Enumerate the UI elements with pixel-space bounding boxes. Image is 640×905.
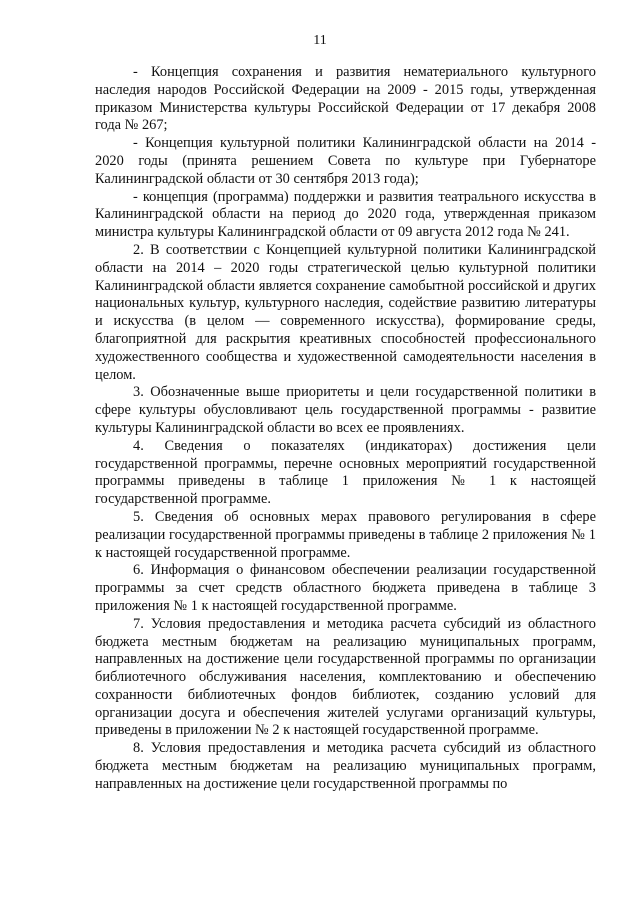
paragraph-concept-theatre: - концепция (программа) поддержки и развития театрального искусства в Калининградской области на период до 2020 года, утвержденная приказом министра культуры Калининградской области от 09 августа 2012 года № 241.: [95, 188, 596, 241]
paragraph-item-4: 4. Сведения о показателях (индикаторах) достижения цели государственной программы, перечне основных мероприятий государственной программы приведены в таблице 1 приложения № 1 к настоящей государственной программе.: [95, 437, 596, 508]
paragraph-item-3: 3. Обозначенные выше приоритеты и цели государственной политики в сфере культуры обусловливают цель государственной программы - развитие культуры Калининградской области во всех ее проявлениях.: [95, 384, 596, 436]
paragraph-concept-intangible-heritage: - Концепция сохранения и развития нематериального культурного наследия народов Российской Федерации на 2009 - 2015 годы, утвержденная приказом Министерства культуры Российской Федерации от 17 декабря 2008 года № 267;: [95, 64, 596, 134]
paragraph-item-7: 7. Условия предоставления и методика расчета субсидий из областного бюджета местным бюджетам на реализацию муниципальных программ, направленных на достижение цели государственной программы по организации библиотечного обслуживания населения, комплектованию и обеспечению сохранности библиотечных фондов библиотек, созданию условий для организации досуга и обеспечения жителей услугами организаций культуры, приведены в приложении № 2 к настоящей государственной программе.: [95, 615, 596, 739]
page-number: 11: [313, 33, 327, 48]
paragraph-item-5: 5. Сведения об основных мерах правового регулирования в сфере реализации государственной программы приведены в таблице 2 приложения № 1 к настоящей государственной программе.: [95, 508, 596, 561]
paragraph-item-8: 8. Условия предоставления и методика расчета субсидий из областного бюджета местным бюджетам на реализацию муниципальных программ, направленных на достижение цели государственной программы по: [95, 740, 596, 792]
document-body: [95, 64, 596, 794]
paragraph-concept-cultural-policy: - Концепция культурной политики Калининградской области на 2014 - 2020 годы (принята решением Совета по культуре при Губернаторе Калининградской области от 30 сентября 2013 года);: [95, 135, 596, 187]
paragraph-item-6: 6. Информация о финансовом обеспечении реализации государственной программы за счет средств областного бюджета приведена в таблице 3 приложения № 1 к настоящей государственной программе.: [95, 562, 596, 614]
paragraph-item-2: 2. В соответствии с Концепцией культурной политики Калининградской области на 2014 – 2020 годы стратегической целью культурной политики Калининградской области является сохранение самобытной российской и других национальных культур, культурного наследия, содействие развитию литературы и искусства (в целом — современного искусства), формирование среды, благоприятной для раскрытия креативных способностей профессионального художественного сообщества и художественной самодеятельности населения в целом.: [95, 241, 596, 383]
